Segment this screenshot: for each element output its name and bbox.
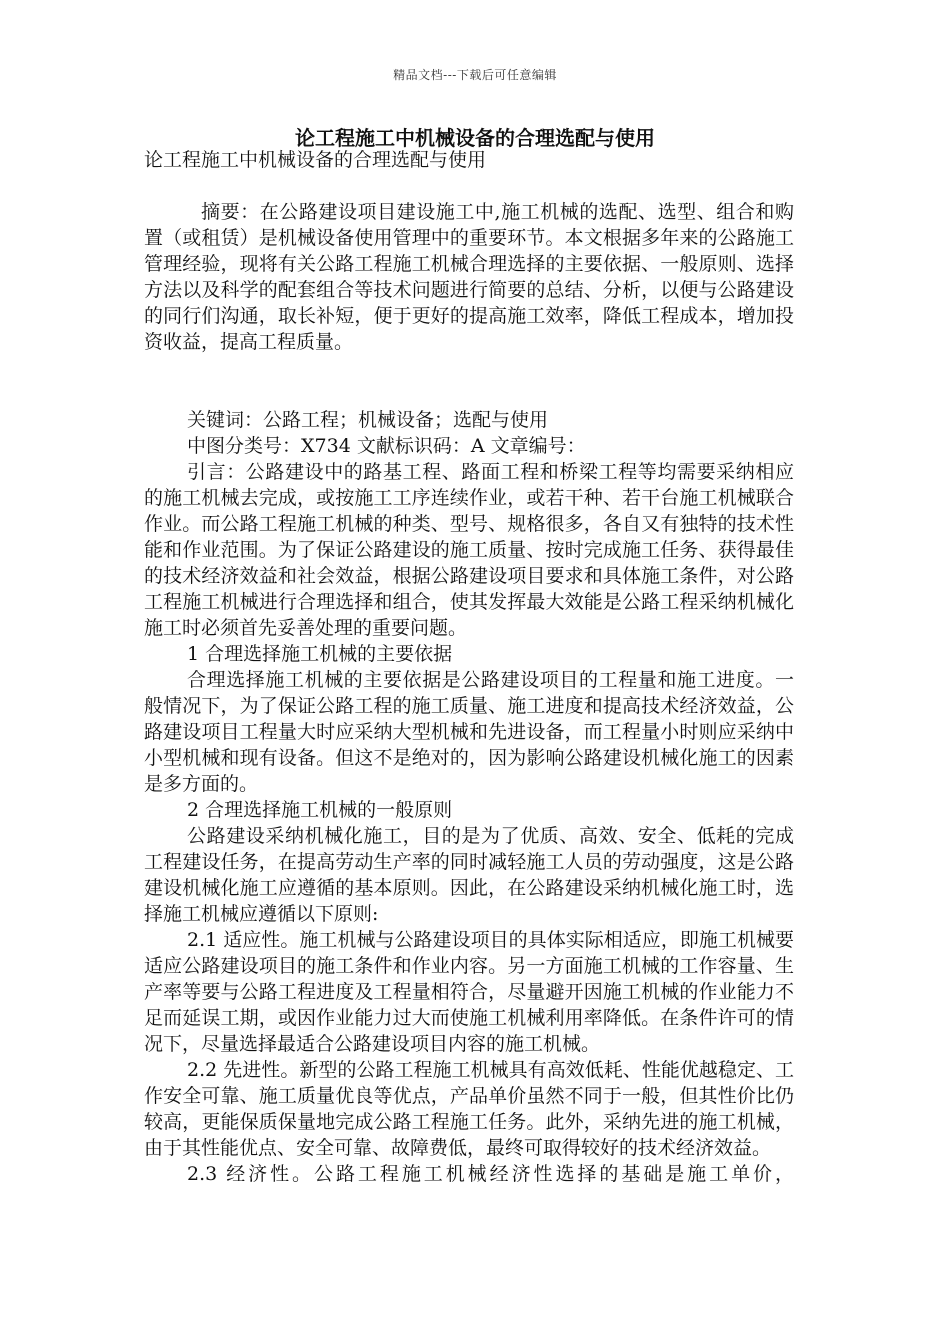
keywords-line: 关键词：公路工程；机械设备；选配与使用 bbox=[187, 409, 549, 431]
blank-line bbox=[144, 173, 794, 199]
document-body bbox=[144, 147, 794, 1187]
section-1-paragraph: 合理选择施工机械的主要依据是公路建设项目的工程量和施工进度。一般情况下，为了保证公路工程的施工质量、施工进度和提高技术经济效益，公路建设项目工程量大时应采纳大型机械和先进设备，而工程量小时则应采纳中小型机械和现有设备。但这不是绝对的，因为影响公路建设机械化施工的因素是多方面的。 bbox=[144, 669, 794, 795]
section-2-3-paragraph: 2.3 经济性。公路工程施工机械经济性选择的基础是施工单价， bbox=[187, 1163, 794, 1185]
section-2-heading: 2 合理选择施工机械的一般原则 bbox=[187, 799, 453, 821]
section-2-1-paragraph: 2.1 适应性。施工机械与公路建设项目的具体实际相适应，即施工机械要适应公路建设项目的施工条件和作业内容。另一方面施工机械的工作容量、生产率等要与公路工程进度及工程量相符合，尽量避开因施工机械的作业能力不足而延误工期，或因作业能力过大而使施工机械利用率降低。在条件许可的情况下，尽量选择最适合公路建设项目内容的施工机械。 bbox=[144, 929, 794, 1055]
section-2-paragraph: 公路建设采纳机械化施工，目的是为了优质、高效、安全、低耗的完成工程建设任务，在提高劳动生产率的同时减轻施工人员的劳动强度，这是公路建设机械化施工应遵循的基本原则。因此，在公路建设采纳机械化施工时，选择施工机械应遵循以下原则: bbox=[144, 825, 794, 925]
blank-line bbox=[144, 355, 794, 381]
classification-line: 中图分类号：X734 文献标识码：A 文章编号： bbox=[187, 435, 586, 457]
page-header: 精品文档---下载后可任意编辑 bbox=[393, 68, 557, 82]
document-title: 论工程施工中机械设备的合理选配与使用 bbox=[295, 126, 655, 150]
abstract-paragraph: 摘要：在公路建设项目建设施工中,施工机械的选配、选型、组合和购置（或租赁）是机械设备使用管理中的重要环节。本文根据多年来的公路施工管理经验，现将有关公路工程施工机械合理选择的主要依据、一般原则、选择方法以及科学的配套组合等技术问题进行简要的总结、分析，以便与公路建设的同行们沟通，取长补短，便于更好的提高施工效率，降低工程成本，增加投资收益，提高工程质量。 bbox=[144, 201, 794, 353]
intro-paragraph: 引言：公路建设中的路基工程、路面工程和桥梁工程等均需要采纳相应的施工机械去完成，或按施工工序连续作业，或若干种、若干台施工机械联合作业。而公路工程施工机械的种类、型号、规格很多，各自又有独特的技术性能和作业范围。为了保证公路建设的施工质量、按时完成施工任务、获得最佳的技术经济效益和社会效益，根据公路建设项目要求和具体施工条件，对公路工程施工机械进行合理选择和组合，使其发挥最大效能是公路工程采纳机械化施工时必须首先妥善处理的重要问题。 bbox=[144, 461, 794, 639]
document-subtitle: 论工程施工中机械设备的合理选配与使用 bbox=[144, 149, 487, 171]
section-1-heading: 1 合理选择施工机械的主要依据 bbox=[187, 643, 453, 665]
section-2-2-paragraph: 2.2 先进性。新型的公路工程施工机械具有高效低耗、性能优越稳定、工作安全可靠、施工质量优良等优点，产品单价虽然不同于一般，但其性价比仍较高，更能保质保量地完成公路工程施工任务。此外，采纳先进的施工机械，由于其性能优点、安全可靠、故障费低，最终可取得较好的技术经济效益。 bbox=[144, 1059, 794, 1159]
blank-line bbox=[144, 381, 794, 407]
